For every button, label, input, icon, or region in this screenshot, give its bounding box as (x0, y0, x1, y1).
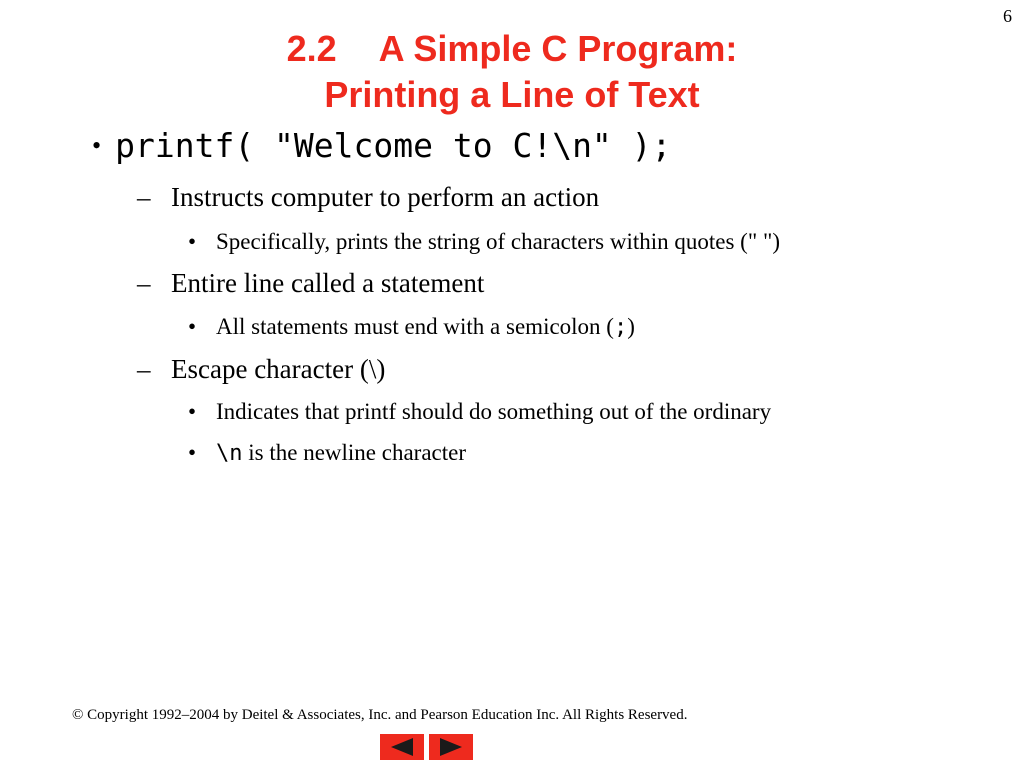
sub-item-2-suffix: ) (627, 314, 635, 339)
next-slide-button[interactable] (429, 734, 473, 760)
bullet-icon: • (188, 229, 197, 254)
slide-title-line1 (0, 26, 1024, 72)
list-item-3-text: Escape character (\) (171, 354, 386, 384)
bullet-icon: • (188, 399, 197, 424)
dash-icon: – (137, 354, 151, 384)
list-item-1-text: Instructs computer to perform an action (171, 182, 600, 212)
sub-item-3 (188, 398, 771, 426)
dash-icon: – (137, 268, 151, 298)
bullet-icon: • (188, 314, 197, 339)
newline-code: \n (216, 441, 243, 466)
sub-item-2 (188, 313, 635, 342)
list-item-2-text: Entire line called a statement (171, 268, 485, 298)
sub-item-1-text: Specifically, prints the string of characters within quotes (" ") (216, 229, 781, 254)
semicolon-code: ; (613, 315, 628, 340)
section-number: 2.2 (286, 28, 337, 69)
list-item-1 (137, 181, 599, 213)
dash-icon: – (137, 182, 151, 212)
slide-navigation (380, 734, 473, 760)
list-item-3 (137, 353, 385, 385)
main-bullet (92, 122, 671, 173)
sub-item-4-text: is the newline character (242, 440, 466, 465)
sub-item-3-text: Indicates that printf should do something out of the ordinary (216, 399, 772, 424)
slide-title-line2: Printing a Line of Text (324, 74, 700, 115)
bullet-icon: • (92, 131, 102, 160)
previous-slide-button[interactable] (380, 734, 424, 760)
list-item-2 (137, 267, 484, 299)
bullet-icon: • (188, 440, 197, 465)
slide-number: 6 (1003, 6, 1012, 26)
sub-item-1 (188, 228, 780, 256)
slide-title (0, 26, 1024, 118)
main-bullet-code: printf( "Welcome to C!\n" ); (115, 126, 672, 165)
sub-item-2-text: All statements must end with a semicolon ( (216, 314, 614, 339)
left-arrow-icon (387, 737, 417, 757)
sub-item-4 (188, 439, 466, 468)
right-arrow-icon (436, 737, 466, 757)
title-text-1: A Simple C Program: (378, 28, 738, 69)
copyright-notice: © Copyright 1992–2004 by Deitel & Associates, Inc. and Pearson Education Inc. All Rights Reserved. (72, 707, 688, 723)
